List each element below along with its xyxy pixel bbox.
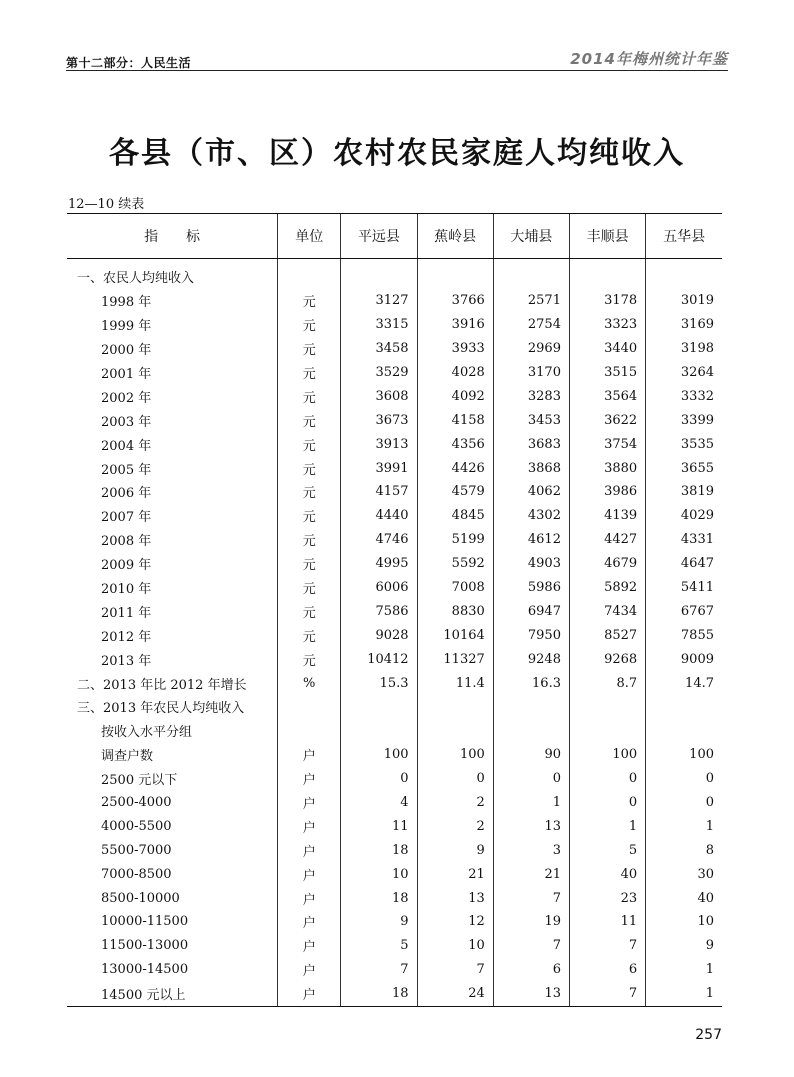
data-cell: [417, 719, 493, 743]
data-cell: 4995: [341, 552, 417, 576]
data-cell: [569, 719, 645, 743]
column-header: 单位: [278, 214, 341, 259]
data-cell: 10412: [341, 647, 417, 671]
data-cell: 3535: [646, 432, 722, 456]
data-cell: 4: [341, 791, 417, 815]
data-cell: 3178: [569, 289, 645, 313]
data-cell: 3169: [646, 313, 722, 337]
data-cell: 5411: [646, 576, 722, 600]
data-cell: 18: [341, 886, 417, 910]
row-unit: 元: [278, 504, 341, 528]
data-cell: 4356: [417, 432, 493, 456]
row-label: 2000 年: [101, 343, 152, 359]
row-unit: 元: [278, 599, 341, 623]
table-row: [67, 886, 722, 910]
data-cell: 8: [646, 838, 722, 862]
data-cell: 3986: [569, 480, 645, 504]
table-row: [67, 259, 722, 289]
row-label: 2500 元以下: [101, 773, 178, 789]
data-cell: 7: [341, 958, 417, 982]
data-cell: 2: [417, 791, 493, 815]
data-cell: 5: [569, 838, 645, 862]
data-cell: 3868: [493, 456, 569, 480]
data-cell: 15.3: [341, 671, 417, 695]
table-header-row: [67, 214, 722, 259]
column-header: 蕉岭县: [417, 214, 493, 259]
row-label: 2009 年: [101, 558, 152, 574]
row-unit: [278, 259, 341, 289]
table-row: [67, 719, 722, 743]
table-row: [67, 432, 722, 456]
row-unit: 户: [278, 910, 341, 934]
row-unit: 元: [278, 528, 341, 552]
data-cell: 30: [646, 862, 722, 886]
data-cell: 1: [493, 791, 569, 815]
data-cell: 100: [341, 743, 417, 767]
data-cell: 100: [646, 743, 722, 767]
table-row: [67, 910, 722, 934]
data-cell: 3458: [341, 337, 417, 361]
data-cell: 0: [417, 767, 493, 791]
column-header: 五华县: [646, 214, 722, 259]
data-cell: 6006: [341, 576, 417, 600]
data-cell: 3453: [493, 408, 569, 432]
data-cell: [341, 719, 417, 743]
data-cell: 11327: [417, 647, 493, 671]
row-label: 一、农民人均纯收入: [77, 271, 195, 287]
row-unit: 元: [278, 408, 341, 432]
column-header: 大埔县: [493, 214, 569, 259]
data-cell: 1: [646, 814, 722, 838]
row-label: 按收入水平分组: [101, 725, 193, 741]
data-cell: 9: [646, 934, 722, 958]
data-cell: 7: [493, 886, 569, 910]
row-unit: 元: [278, 384, 341, 408]
data-cell: 10: [341, 862, 417, 886]
data-cell: 3564: [569, 384, 645, 408]
data-cell: 2969: [493, 337, 569, 361]
row-unit: 户: [278, 838, 341, 862]
table-row: [67, 934, 722, 958]
data-cell: 9: [341, 910, 417, 934]
row-label: 5500-7000: [101, 842, 172, 858]
data-cell: 4440: [341, 504, 417, 528]
row-label: 1999 年: [101, 319, 152, 335]
data-cell: 5986: [493, 576, 569, 600]
data-cell: 4426: [417, 456, 493, 480]
data-cell: 7586: [341, 599, 417, 623]
row-unit: 户: [278, 743, 341, 767]
data-cell: 11: [569, 910, 645, 934]
data-cell: 0: [569, 791, 645, 815]
data-cell: 8.7: [569, 671, 645, 695]
data-cell: 0: [646, 791, 722, 815]
data-cell: 3198: [646, 337, 722, 361]
data-cell: 3170: [493, 361, 569, 385]
data-cell: 2754: [493, 313, 569, 337]
data-cell: 2571: [493, 289, 569, 313]
data-cell: 3332: [646, 384, 722, 408]
table-row: [67, 838, 722, 862]
data-cell: 100: [569, 743, 645, 767]
data-cell: 18: [341, 838, 417, 862]
data-cell: 4679: [569, 552, 645, 576]
data-cell: [569, 695, 645, 719]
data-cell: 1: [569, 814, 645, 838]
data-cell: 5199: [417, 528, 493, 552]
data-cell: 10: [417, 934, 493, 958]
data-cell: 3019: [646, 289, 722, 313]
table-row: [67, 814, 722, 838]
row-label: 2005 年: [101, 462, 152, 478]
data-cell: 4302: [493, 504, 569, 528]
table-row: [67, 480, 722, 504]
data-cell: [493, 695, 569, 719]
row-unit: [278, 695, 341, 719]
table-row: [67, 767, 722, 791]
table-row: [67, 982, 722, 1006]
data-cell: 13: [493, 814, 569, 838]
table-row: [67, 695, 722, 719]
table-row: [67, 552, 722, 576]
row-unit: 户: [278, 862, 341, 886]
row-label: 2011 年: [101, 605, 152, 621]
data-cell: 3622: [569, 408, 645, 432]
data-cell: 3683: [493, 432, 569, 456]
row-unit: 元: [278, 313, 341, 337]
row-unit: %: [278, 671, 341, 695]
data-cell: 3819: [646, 480, 722, 504]
data-cell: 7008: [417, 576, 493, 600]
data-cell: [417, 259, 493, 289]
row-unit: 元: [278, 456, 341, 480]
data-cell: 3: [493, 838, 569, 862]
row-unit: 元: [278, 480, 341, 504]
data-cell: 3608: [341, 384, 417, 408]
row-unit: 户: [278, 982, 341, 1006]
running-header: [66, 46, 728, 70]
row-label: 2008 年: [101, 534, 152, 550]
data-cell: 4092: [417, 384, 493, 408]
table-row: [67, 528, 722, 552]
table-row: [67, 289, 722, 313]
yearbook-title: 2014年梅州统计年鉴: [570, 50, 728, 68]
row-unit: 元: [278, 576, 341, 600]
data-cell: 3880: [569, 456, 645, 480]
data-cell: 100: [417, 743, 493, 767]
data-cell: 8527: [569, 623, 645, 647]
data-cell: 4579: [417, 480, 493, 504]
data-cell: 4746: [341, 528, 417, 552]
data-cell: 40: [569, 862, 645, 886]
data-cell: 9: [417, 838, 493, 862]
table-body: [67, 259, 722, 1007]
data-cell: 3991: [341, 456, 417, 480]
row-label: 2006 年: [101, 486, 152, 502]
data-cell: 0: [493, 767, 569, 791]
row-label: 8500-10000: [101, 890, 180, 906]
row-label: 2001 年: [101, 367, 152, 382]
data-cell: 7855: [646, 623, 722, 647]
row-label: 三、2013 年农民人均纯收入: [77, 701, 245, 717]
data-cell: 3913: [341, 432, 417, 456]
row-label: 4000-5500: [101, 818, 172, 834]
table-row: [67, 313, 722, 337]
column-header: 平远县: [341, 214, 417, 259]
data-cell: 11.4: [417, 671, 493, 695]
row-unit: 元: [278, 623, 341, 647]
column-header: 丰顺县: [569, 214, 645, 259]
row-unit: 元: [278, 647, 341, 671]
row-unit: 户: [278, 791, 341, 815]
table-row: [67, 337, 722, 361]
row-unit: 户: [278, 886, 341, 910]
data-cell: 4331: [646, 528, 722, 552]
data-cell: 4845: [417, 504, 493, 528]
data-cell: [341, 695, 417, 719]
table-row: [67, 623, 722, 647]
table-row: [67, 504, 722, 528]
page-title: 各县（市、区）农村农民家庭人均纯收入: [109, 136, 685, 171]
data-cell: [417, 695, 493, 719]
row-label: 2012 年: [101, 629, 152, 645]
data-cell: 3283: [493, 384, 569, 408]
section-label: 第十二部分：人民生活: [66, 56, 192, 70]
data-cell: 13: [493, 982, 569, 1006]
data-cell: [493, 719, 569, 743]
table-row: [67, 647, 722, 671]
data-cell: 6947: [493, 599, 569, 623]
data-cell: 3655: [646, 456, 722, 480]
data-cell: 9009: [646, 647, 722, 671]
row-label: 11500-13000: [101, 938, 189, 954]
data-cell: 3933: [417, 337, 493, 361]
row-label: 2003 年: [101, 414, 152, 430]
data-cell: 0: [341, 767, 417, 791]
row-label: 2500-4000: [101, 795, 172, 811]
data-cell: 9248: [493, 647, 569, 671]
income-table: [67, 213, 722, 1007]
data-cell: 23: [569, 886, 645, 910]
data-cell: 90: [493, 743, 569, 767]
data-cell: [646, 695, 722, 719]
data-cell: 40: [646, 886, 722, 910]
data-cell: 0: [569, 767, 645, 791]
data-cell: 4903: [493, 552, 569, 576]
data-cell: 6767: [646, 599, 722, 623]
data-cell: 4612: [493, 528, 569, 552]
row-label: 13000-14500: [101, 962, 189, 978]
data-cell: 3515: [569, 361, 645, 385]
data-cell: 5892: [569, 576, 645, 600]
data-cell: 7: [493, 934, 569, 958]
data-cell: [341, 259, 417, 289]
data-cell: 3127: [341, 289, 417, 313]
data-cell: 3766: [417, 289, 493, 313]
data-cell: [493, 259, 569, 289]
row-unit: 户: [278, 767, 341, 791]
data-cell: 10164: [417, 623, 493, 647]
row-label: 2007 年: [101, 510, 152, 526]
data-cell: 1: [646, 958, 722, 982]
data-cell: 4647: [646, 552, 722, 576]
data-cell: 6: [493, 958, 569, 982]
data-cell: 4028: [417, 361, 493, 385]
row-unit: 户: [278, 934, 341, 958]
data-cell: 16.3: [493, 671, 569, 695]
data-cell: 5592: [417, 552, 493, 576]
row-unit: 元: [278, 361, 341, 385]
data-cell: 5: [341, 934, 417, 958]
data-cell: 7950: [493, 623, 569, 647]
data-cell: 14.7: [646, 671, 722, 695]
row-unit: 元: [278, 337, 341, 361]
data-cell: [569, 259, 645, 289]
data-cell: 7: [417, 958, 493, 982]
table-row: [67, 408, 722, 432]
table-row: [67, 456, 722, 480]
table-number: 12—10 续表: [68, 197, 145, 212]
header-divider: [66, 70, 728, 71]
row-unit: [278, 719, 341, 743]
row-label: 2004 年: [101, 438, 152, 454]
table-row: [67, 743, 722, 767]
data-cell: [646, 259, 722, 289]
data-cell: 11: [341, 814, 417, 838]
data-cell: 7: [569, 982, 645, 1006]
data-cell: 12: [417, 910, 493, 934]
table-row: [67, 958, 722, 982]
data-cell: 3315: [341, 313, 417, 337]
data-cell: 1: [646, 982, 722, 1006]
data-cell: 3754: [569, 432, 645, 456]
table-row: [67, 671, 722, 695]
table-row: [67, 384, 722, 408]
data-cell: 4029: [646, 504, 722, 528]
row-label: 2013 年: [101, 653, 152, 669]
data-cell: 7: [569, 934, 645, 958]
row-label: 7000-8500: [101, 866, 172, 882]
data-cell: 3440: [569, 337, 645, 361]
data-cell: 9268: [569, 647, 645, 671]
page-number: 257: [695, 1027, 722, 1043]
data-cell: 10: [646, 910, 722, 934]
table-row: [67, 599, 722, 623]
data-cell: 8830: [417, 599, 493, 623]
data-cell: [646, 719, 722, 743]
row-label: 1998 年: [101, 295, 152, 311]
data-cell: 3916: [417, 313, 493, 337]
row-unit: 元: [278, 552, 341, 576]
row-label: 2010 年: [101, 582, 152, 598]
data-cell: 3264: [646, 361, 722, 385]
row-unit: 户: [278, 958, 341, 982]
data-cell: 4427: [569, 528, 645, 552]
row-label: 调查户数: [101, 749, 154, 765]
table-row: [67, 361, 722, 385]
data-cell: 4158: [417, 408, 493, 432]
data-cell: 4139: [569, 504, 645, 528]
row-label: 二、2013 年比 2012 年增长: [77, 677, 247, 693]
row-label: 2002 年: [101, 390, 152, 406]
table-row: [67, 862, 722, 886]
data-cell: 4157: [341, 480, 417, 504]
row-unit: 元: [278, 289, 341, 313]
data-cell: 13: [417, 886, 493, 910]
data-cell: 3673: [341, 408, 417, 432]
data-cell: 21: [417, 862, 493, 886]
data-cell: 7434: [569, 599, 645, 623]
data-cell: 21: [493, 862, 569, 886]
row-unit: 元: [278, 432, 341, 456]
row-label: 14500 元以上: [67, 982, 278, 1006]
data-cell: 3399: [646, 408, 722, 432]
table-row: [67, 576, 722, 600]
table-row: [67, 791, 722, 815]
row-label: 10000-11500: [101, 914, 189, 930]
data-cell: 24: [417, 982, 493, 1006]
data-cell: 2: [417, 814, 493, 838]
data-cell: 4062: [493, 480, 569, 504]
data-cell: 19: [493, 910, 569, 934]
data-cell: 0: [646, 767, 722, 791]
data-cell: 3529: [341, 361, 417, 385]
data-cell: 9028: [341, 623, 417, 647]
column-header: 指 标: [67, 214, 278, 259]
data-cell: 3323: [569, 313, 645, 337]
row-unit: 户: [278, 814, 341, 838]
data-cell: 6: [569, 958, 645, 982]
data-cell: 18: [341, 982, 417, 1006]
